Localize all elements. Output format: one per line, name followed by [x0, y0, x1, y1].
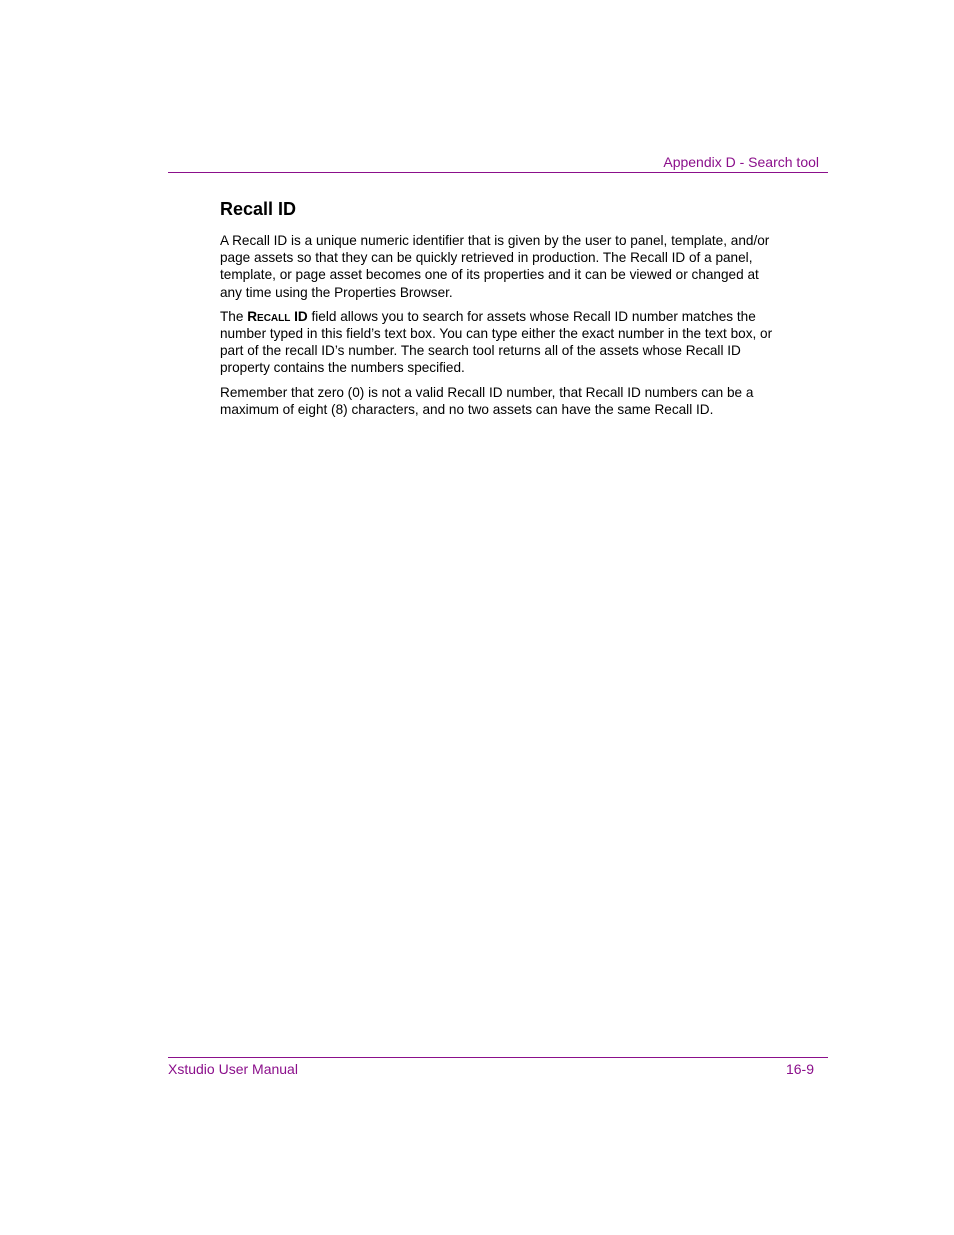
header-divider	[168, 172, 828, 173]
main-content	[220, 198, 780, 425]
footer-page-number: 16-9	[785, 1061, 814, 1077]
footer-divider	[168, 1057, 828, 1058]
paragraph-constraints: Remember that zero (0) is not a valid Recall ID number, that Recall ID numbers can be a maximum of eight (8) characters, and no two assets can have the same Recall ID.	[220, 384, 754, 417]
paragraph-text-prefix: The	[220, 308, 248, 324]
section-title: Recall ID	[220, 199, 297, 219]
paragraph-field-description	[220, 308, 780, 377]
paragraph-definition: A Recall ID is a unique numeric identifier that is given by the user to panel, template, and/or page assets so that they can be quickly retrieved in production. The Recall ID of a panel, template, or page asset becomes one of its properties and it can be viewed or changed at any time using the Properties Browser.	[220, 233, 770, 300]
running-header: Appendix D - Search tool	[663, 154, 819, 170]
footer-manual-title: Xstudio User Manual	[168, 1061, 298, 1077]
paragraph-text-body: field allows you to search for assets whose Recall ID number matches the number typed in this field’s text box. You can type either the exact number in the text box, or part of the recall ID’s number. The search tool returns all of the assets whose Recall ID property contains the numbers specified.	[220, 308, 773, 376]
field-name-recall-id: Recall ID	[247, 308, 308, 324]
